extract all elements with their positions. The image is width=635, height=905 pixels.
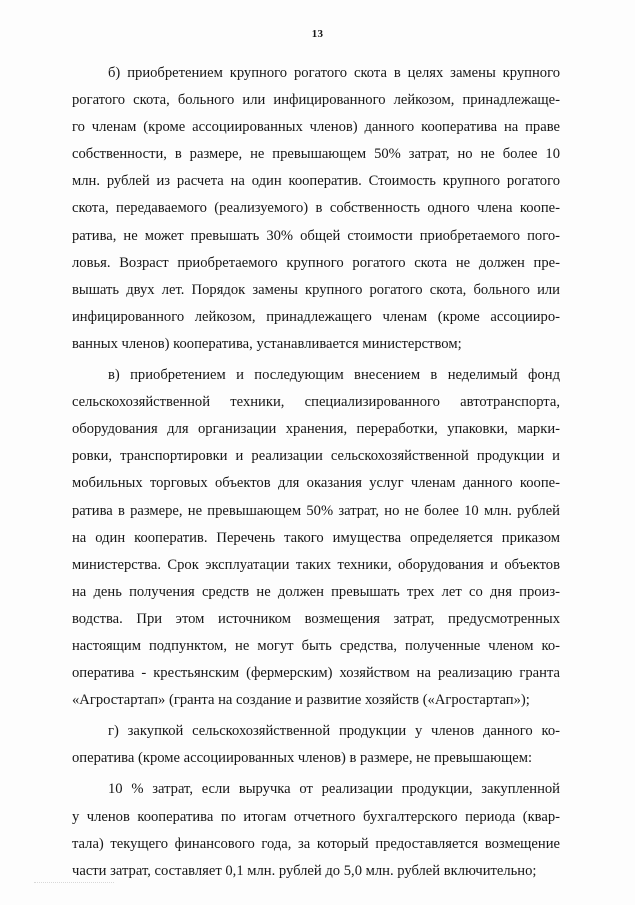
- text-line: «Агростартап» (гранта на создание и развитие хозяйств («Агростартап»);: [72, 692, 530, 709]
- text-line: го членам (кроме ассоциированных членов) данного кооператива на праве: [72, 119, 560, 136]
- text-line: министерства. Срок эксплуатации таких техники, оборудования и объектов: [72, 556, 560, 573]
- paragraph-v: [72, 362, 560, 714]
- text-line: собственности, в размере, не превышающем 50% затрат, но не более 10: [72, 146, 560, 163]
- page-number: 13: [311, 28, 324, 40]
- text-line: у членов кооператива по итогам отчетного бухгалтерского периода (квар-: [72, 808, 560, 825]
- text-line: оборудования для организации хранения, переработки, упаковки, марки-: [72, 421, 560, 438]
- text-line: вышать двух лет. Порядок замены крупного рогатого скота, больного или: [72, 281, 560, 298]
- text-line: части затрат, составляет 0,1 млн. рублей до 5,0 млн. рублей включительно;: [72, 862, 537, 879]
- text-line: на один кооператив. Перечень такого имущества определяется приказом: [72, 529, 560, 546]
- text-line: млн. рублей из расчета на один кооператив. Стоимость крупного рогатого: [72, 173, 560, 190]
- text-line: инфицированного лейкозом, принадлежащего членам (кроме ассоцииро-: [72, 308, 560, 325]
- text-line: сельскохозяйственной техники, специализированного автотранспорта,: [72, 394, 560, 411]
- text-line: оператива - крестьянским (фермерским) хозяйством на реализацию гранта: [72, 665, 560, 682]
- paragraph-g-item-1: [72, 776, 560, 884]
- text-line: оператива (кроме ассоциированных членов) в размере, не превышающем:: [72, 750, 533, 767]
- text-line: рогатого скота, больного или инфицированного лейкозом, принадлежаще-: [72, 92, 560, 109]
- text-line: ловья. Возраст приобретаемого крупного рогатого скота не должен пре-: [72, 254, 560, 271]
- text-line: водства. При этом источником возмещения затрат, предусмотренных: [72, 610, 560, 627]
- text-line: 10 % затрат, если выручка от реализации продукции, закупленной: [108, 781, 560, 798]
- text-line: тала) текущего финансового года, за который предоставляется возмещение: [72, 835, 560, 852]
- text-line: б) приобретением крупного рогатого скота в целях замены крупного: [108, 65, 560, 81]
- text-line: г) закупкой сельскохозяйственной продукции у членов данного ко-: [108, 723, 560, 740]
- text-line: в) приобретением и последующим внесением в неделимый фонд: [108, 367, 560, 384]
- paragraph-b: [72, 60, 560, 358]
- text-line: ратива в размере, не превышающем 50% затрат, но не более 10 млн. рублей: [72, 502, 560, 519]
- paragraph-g: [72, 718, 560, 772]
- scan-artifact: [34, 878, 114, 883]
- text-line: скота, передаваемого (реализуемого) в собственность одного члена коопе-: [72, 200, 560, 217]
- text-line: ратива, не может превышать 30% общей стоимости приобретаемого пого-: [72, 227, 560, 244]
- document-body: [72, 60, 560, 885]
- text-line: настоящим подпунктом, не могут быть средства, полученные членом ко-: [72, 637, 560, 654]
- text-line: ровки, транспортировки и реализации сельскохозяйственной продукции и: [72, 448, 560, 465]
- text-line: ванных членов) кооператива, устанавливается министерством;: [72, 335, 462, 352]
- text-line: мобильных торговых объектов для оказания услуг членам данного коопе-: [72, 475, 560, 492]
- text-line: на день получения средств не должен превышать трех лет со дня произ-: [72, 583, 560, 600]
